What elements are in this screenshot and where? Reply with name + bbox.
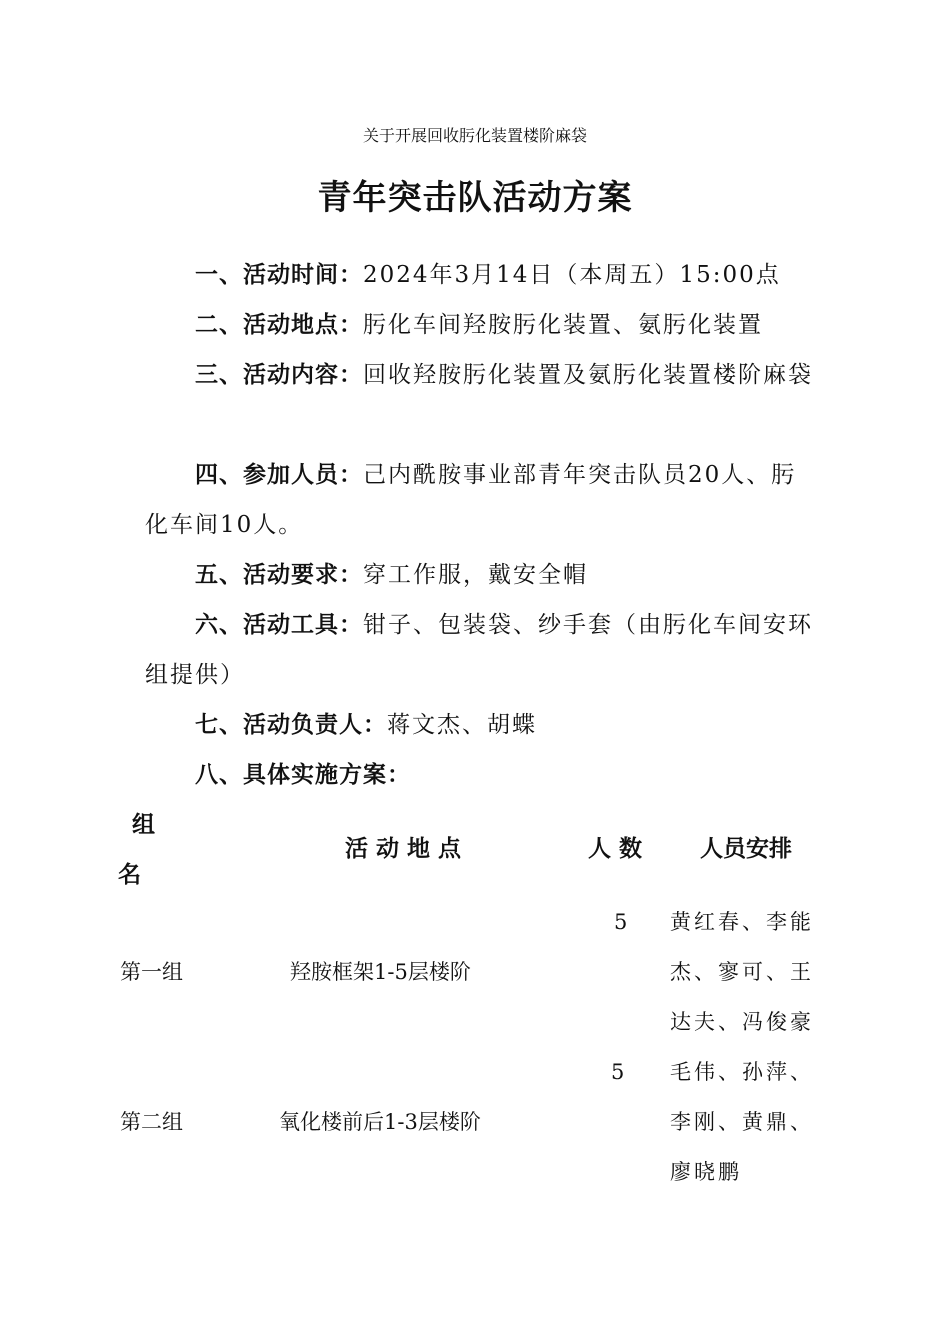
section-text: 蒋文杰、胡蝶 [387, 712, 537, 738]
row-group: 第一组 [120, 960, 183, 984]
section-requirements [145, 550, 815, 600]
row-location: 羟胺框架1-5层楼阶 [290, 960, 471, 984]
row-group: 第二组 [120, 1110, 183, 1134]
section-text: 回收羟胺肟化装置及氨肟化装置楼阶麻袋 [363, 362, 813, 388]
section-plan [145, 750, 815, 800]
row-people: 毛伟、孙萍、李刚、黄鼎、廖晓鹏 [670, 1060, 814, 1184]
header-group-line2: 名 [118, 862, 141, 888]
header-arrangement: 人员安排 [700, 836, 792, 862]
section-text: 钳子、包装袋、纱手套（由肟化车间安环组提供） [145, 612, 813, 688]
section-leaders [145, 700, 815, 750]
section-label: 一、活动时间： [195, 262, 363, 288]
section-label: 七、活动负责人： [195, 712, 387, 738]
header-count: 人 数 [588, 836, 643, 862]
row-people: 黄红春、李能杰、寥可、王达夫、冯俊豪 [670, 910, 814, 1034]
section-label: 二、活动地点： [195, 312, 363, 338]
header-location: 活 动 地 点 [345, 836, 462, 862]
section-location [145, 300, 815, 350]
section-label: 四、参加人员： [195, 462, 363, 488]
section-text: 己内酰胺事业部青年突击队员20人、肟化车间10人。 [145, 462, 797, 538]
section-text: 穿工作服，戴安全帽 [363, 562, 588, 588]
header-group-line1: 组 [132, 812, 155, 838]
section-text: 肟化车间羟胺肟化装置、氨肟化装置 [363, 312, 763, 338]
section-time [145, 250, 815, 300]
section-label: 六、活动工具： [195, 612, 363, 638]
section-label: 五、活动要求： [195, 562, 363, 588]
section-content [145, 350, 815, 400]
section-participants [145, 450, 815, 550]
document-title: 青年突击队活动方案 [317, 178, 633, 218]
section-label: 八、具体实施方案： [195, 762, 411, 788]
row-count: 5 [611, 1060, 625, 1084]
section-label: 三、活动内容： [195, 362, 363, 388]
row-location: 氧化楼前后1-3层楼阶 [279, 1110, 481, 1134]
section-tools [145, 600, 815, 700]
document-subtitle: 关于开展回收肟化装置楼阶麻袋 [362, 126, 587, 145]
section-text: 2024年3月14日（本周五）15:00点 [363, 262, 781, 288]
row-count: 5 [614, 910, 628, 934]
